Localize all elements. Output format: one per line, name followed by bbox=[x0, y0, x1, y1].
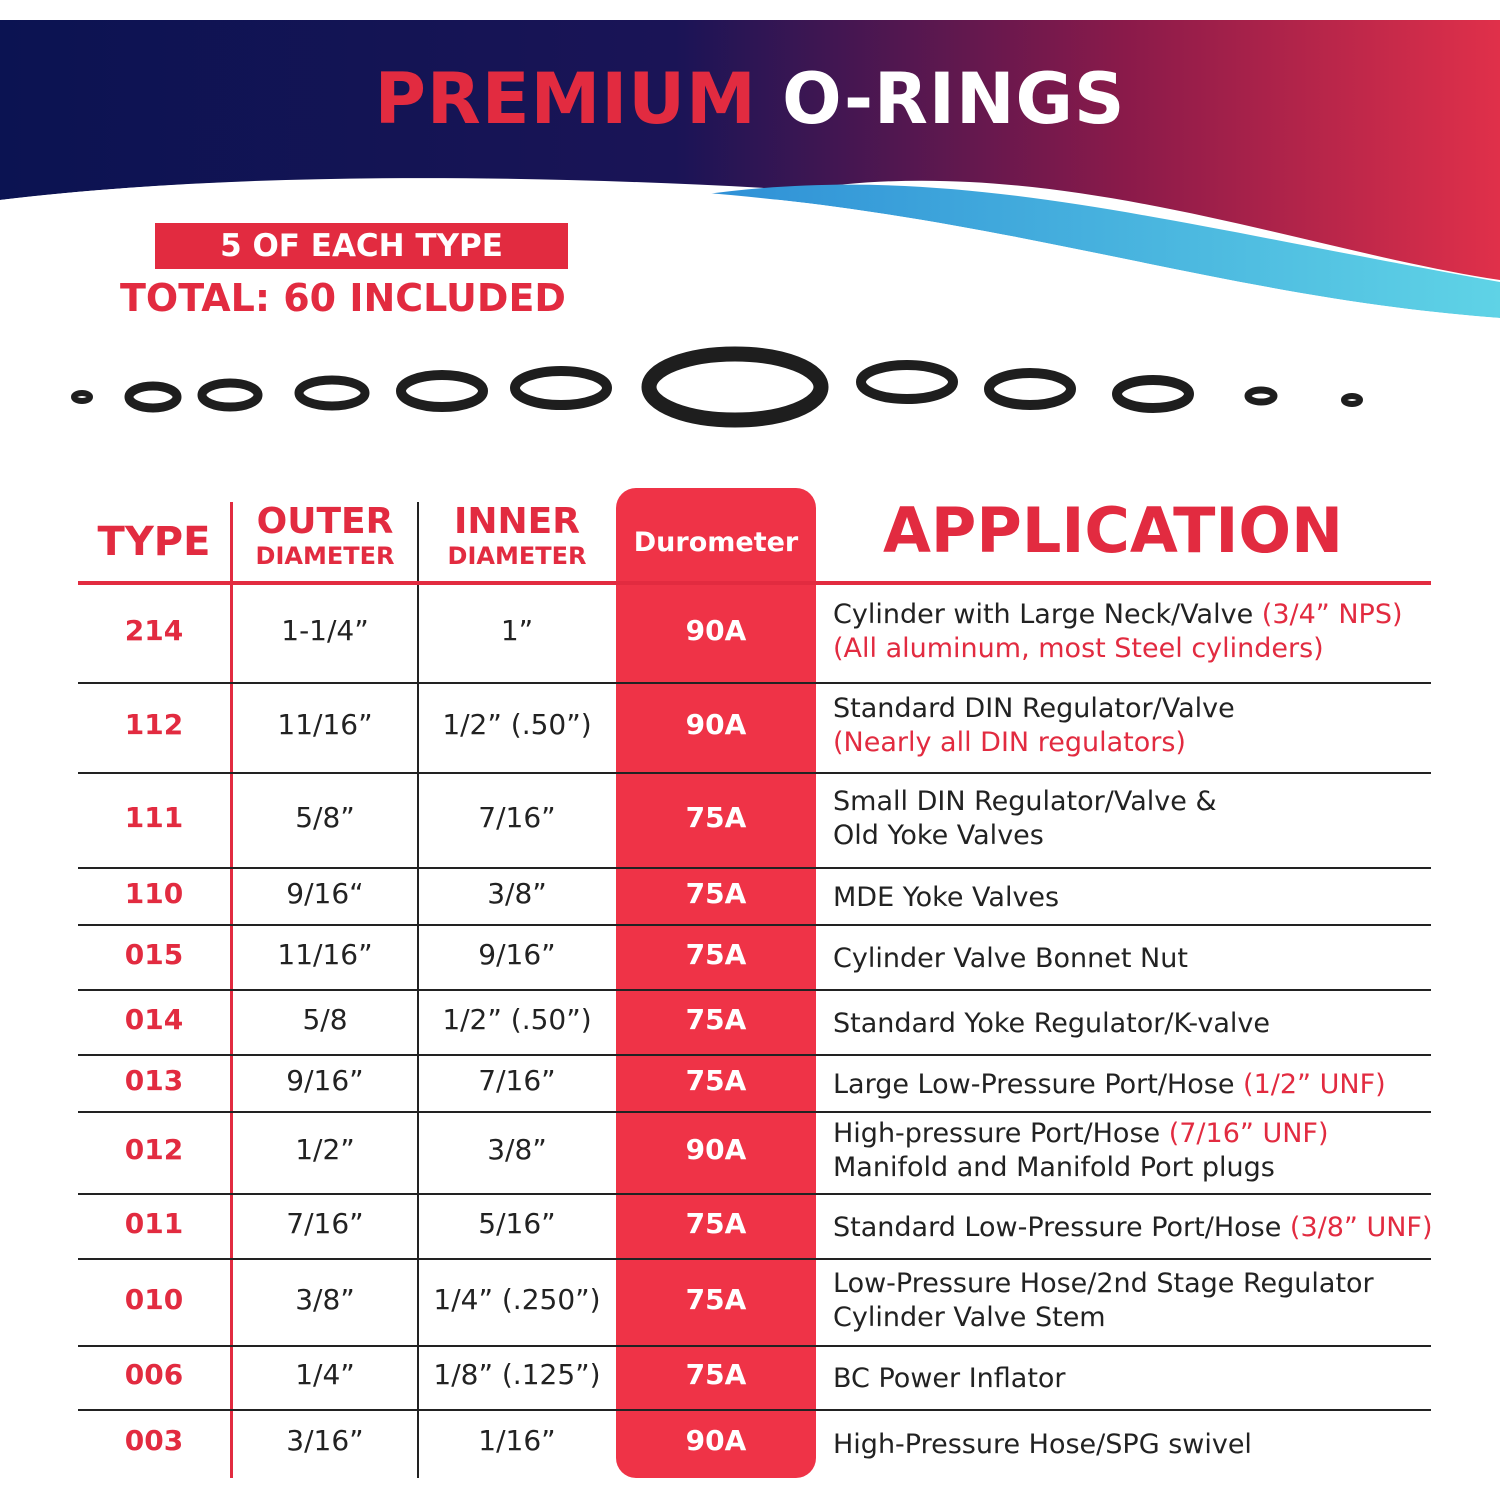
application-text: Manifold and Manifold Port plugs bbox=[833, 1152, 1275, 1183]
row-divider bbox=[78, 867, 1431, 869]
row-inner-diameter: 5/16” bbox=[478, 1206, 556, 1240]
application-text: High-pressure Port/Hose bbox=[833, 1118, 1169, 1149]
application-text: Low-Pressure Hose/2nd Stage Regulator bbox=[833, 1267, 1374, 1299]
row-application bbox=[833, 942, 1493, 976]
application-line-1 bbox=[833, 1362, 1493, 1396]
application-line-1 bbox=[833, 598, 1493, 632]
application-spec-highlight: (3/4” NPS) bbox=[1261, 599, 1403, 630]
application-spec-highlight: (Nearly all DIN regulators) bbox=[833, 727, 1186, 758]
header-application: APPLICATION bbox=[882, 494, 1344, 567]
row-outer-diameter: 9/16“ bbox=[286, 876, 364, 910]
row-divider bbox=[78, 1054, 1431, 1056]
row-type: 112 bbox=[124, 708, 184, 741]
ring-12 bbox=[1344, 396, 1360, 404]
application-line-2 bbox=[833, 819, 1493, 853]
row-outer-diameter: 5/8 bbox=[302, 1002, 348, 1036]
application-spec-highlight: (All aluminum, most Steel cylinders) bbox=[833, 633, 1324, 664]
row-application bbox=[833, 785, 1493, 853]
application-text: Cylinder with Large Neck/Valve bbox=[833, 599, 1262, 630]
row-inner-diameter: 1/8” (.125”) bbox=[433, 1358, 601, 1391]
row-outer-diameter: 3/16” bbox=[286, 1424, 364, 1457]
row-application bbox=[833, 1117, 1493, 1185]
row-application bbox=[833, 1428, 1493, 1462]
ring-4 bbox=[299, 380, 365, 406]
application-spec-highlight: (1/2” UNF) bbox=[1243, 1068, 1386, 1100]
row-outer-diameter: 9/16” bbox=[286, 1063, 364, 1097]
ring-1 bbox=[74, 393, 90, 401]
ring-5 bbox=[401, 375, 483, 407]
ring-7 bbox=[649, 354, 821, 420]
application-text: Standard DIN Regulator/Valve bbox=[833, 693, 1235, 724]
row-inner-diameter: 9/16” bbox=[478, 937, 556, 971]
row-outer-diameter: 11/16” bbox=[277, 937, 373, 971]
row-durometer: 75A bbox=[685, 800, 747, 834]
row-outer-diameter: 1/2” bbox=[295, 1133, 355, 1166]
row-divider bbox=[78, 924, 1431, 926]
application-line-1 bbox=[833, 1068, 1493, 1102]
application-line-2 bbox=[833, 1301, 1493, 1335]
application-spec-highlight: (7/16” UNF) bbox=[1168, 1118, 1329, 1149]
row-divider bbox=[78, 1111, 1431, 1113]
ring-10 bbox=[1117, 380, 1189, 408]
row-type: 015 bbox=[124, 937, 184, 971]
row-divider bbox=[78, 1258, 1431, 1260]
ring-6 bbox=[515, 371, 607, 405]
row-outer-diameter: 1/4” bbox=[295, 1358, 355, 1391]
ring-11 bbox=[1248, 390, 1274, 402]
each-type-badge: 5 OF EACH TYPE bbox=[155, 223, 568, 269]
row-type: 013 bbox=[124, 1063, 184, 1097]
application-text: MDE Yoke Valves bbox=[833, 881, 1060, 913]
application-line-1 bbox=[833, 1211, 1493, 1245]
application-spec-highlight: (3/8” UNF) bbox=[1289, 1211, 1433, 1243]
row-inner-diameter: 1/2” (.50”) bbox=[442, 708, 592, 741]
row-durometer: 75A bbox=[685, 1358, 747, 1391]
row-inner-diameter: 3/8” bbox=[487, 1133, 547, 1166]
row-inner-diameter: 7/16” bbox=[478, 800, 556, 834]
page-title bbox=[0, 58, 1500, 140]
header-inner-diameter: INNER DIAMETER bbox=[447, 501, 587, 570]
row-inner-diameter: 1” bbox=[500, 614, 534, 647]
row-application bbox=[833, 692, 1493, 760]
application-line-1 bbox=[833, 1428, 1493, 1462]
application-line-1 bbox=[833, 692, 1493, 726]
row-durometer: 75A bbox=[685, 1002, 747, 1036]
row-type: 014 bbox=[124, 1002, 184, 1036]
row-outer-diameter: 11/16” bbox=[277, 708, 373, 741]
row-divider bbox=[78, 772, 1431, 774]
row-inner-diameter: 7/16” bbox=[478, 1063, 556, 1097]
row-outer-diameter: 3/8” bbox=[295, 1282, 355, 1316]
row-application bbox=[833, 1362, 1493, 1396]
header-type: TYPE bbox=[97, 519, 211, 565]
application-line-2 bbox=[833, 632, 1493, 666]
row-type: 111 bbox=[124, 800, 184, 834]
row-application bbox=[833, 1211, 1493, 1245]
row-type: 003 bbox=[124, 1424, 184, 1457]
row-durometer: 75A bbox=[685, 1206, 747, 1240]
application-line-1 bbox=[833, 1007, 1493, 1041]
header-underline bbox=[78, 581, 1431, 585]
row-divider bbox=[78, 989, 1431, 991]
row-type: 012 bbox=[124, 1133, 184, 1166]
application-line-1 bbox=[833, 785, 1493, 819]
application-text: Cylinder Valve Bonnet Nut bbox=[833, 942, 1188, 974]
application-text: Standard Yoke Regulator/K-valve bbox=[833, 1007, 1270, 1039]
row-type: 011 bbox=[124, 1206, 184, 1240]
row-divider bbox=[78, 1345, 1431, 1347]
row-outer-diameter: 7/16” bbox=[286, 1206, 364, 1240]
row-divider bbox=[78, 1409, 1431, 1411]
row-outer-diameter: 5/8” bbox=[295, 800, 355, 834]
application-line-1 bbox=[833, 942, 1493, 976]
row-durometer: 90A bbox=[685, 1424, 747, 1457]
header-outer-diameter: OUTER DIAMETER bbox=[255, 501, 395, 570]
row-type: 010 bbox=[124, 1282, 184, 1316]
row-durometer: 75A bbox=[685, 1063, 747, 1097]
row-application bbox=[833, 881, 1493, 915]
application-line-2 bbox=[833, 726, 1493, 760]
application-text: Large Low-Pressure Port/Hose bbox=[833, 1068, 1244, 1100]
application-text: High-Pressure Hose/SPG swivel bbox=[833, 1429, 1252, 1460]
row-type: 214 bbox=[124, 614, 184, 647]
row-application bbox=[833, 1267, 1493, 1335]
ring-3 bbox=[202, 383, 258, 407]
application-line-1 bbox=[833, 881, 1493, 915]
row-durometer: 90A bbox=[685, 614, 747, 647]
title-main: O-RINGS bbox=[782, 58, 1126, 140]
row-application bbox=[833, 1068, 1493, 1102]
o-ring-photo bbox=[0, 335, 1500, 455]
ring-9 bbox=[989, 373, 1071, 405]
application-line-1 bbox=[833, 1117, 1493, 1151]
application-text: Small DIN Regulator/Valve & bbox=[833, 785, 1217, 817]
total-included-label: TOTAL: 60 INCLUDED bbox=[120, 276, 566, 320]
row-divider bbox=[78, 682, 1431, 684]
application-line-1 bbox=[833, 1267, 1493, 1301]
title-accent: PREMIUM bbox=[374, 58, 757, 140]
row-durometer: 90A bbox=[685, 1133, 747, 1166]
row-outer-diameter: 1-1/4” bbox=[281, 614, 369, 647]
row-divider bbox=[78, 1193, 1431, 1195]
row-durometer: 75A bbox=[685, 876, 747, 910]
row-application bbox=[833, 598, 1493, 666]
application-text: BC Power Inflator bbox=[833, 1363, 1066, 1394]
row-durometer: 75A bbox=[685, 1282, 747, 1316]
row-inner-diameter: 1/2” (.50”) bbox=[442, 1002, 592, 1036]
row-inner-diameter: 1/4” (.250”) bbox=[433, 1282, 601, 1316]
row-type: 110 bbox=[124, 876, 184, 910]
application-text: Cylinder Valve Stem bbox=[833, 1301, 1106, 1333]
ring-2 bbox=[129, 386, 177, 408]
row-type: 006 bbox=[124, 1358, 184, 1391]
row-inner-diameter: 1/16” bbox=[478, 1424, 556, 1457]
row-durometer: 90A bbox=[685, 708, 747, 741]
application-text: Old Yoke Valves bbox=[833, 819, 1044, 851]
row-application bbox=[833, 1007, 1493, 1041]
header-durometer: Durometer bbox=[633, 527, 799, 558]
application-text: Standard Low-Pressure Port/Hose bbox=[833, 1211, 1290, 1243]
row-durometer: 75A bbox=[685, 937, 747, 971]
ring-8 bbox=[861, 365, 953, 399]
application-line-2 bbox=[833, 1151, 1493, 1185]
row-inner-diameter: 3/8” bbox=[487, 876, 547, 910]
